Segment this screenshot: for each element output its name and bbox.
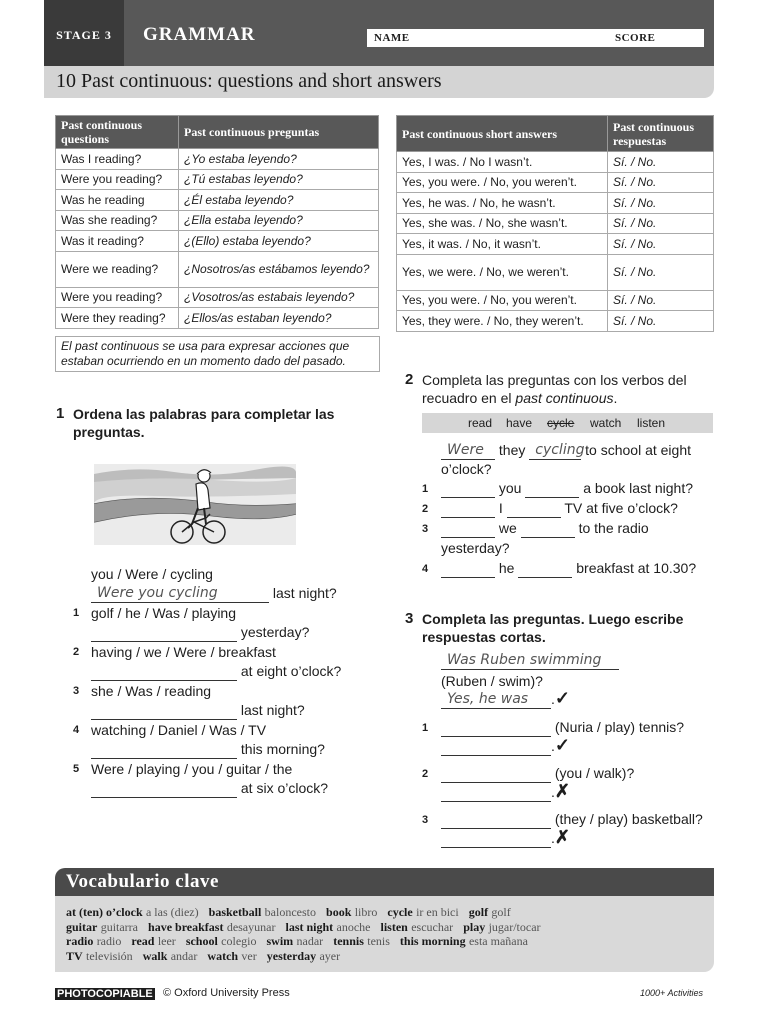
- ex3-example-q-text: Was Ruben swimming: [447, 652, 602, 668]
- vocab-term: last night: [285, 919, 334, 934]
- vocab-translation: ver: [241, 948, 257, 963]
- question-row-col1: Was I reading?: [56, 149, 179, 170]
- exercise-1-number: 1: [56, 405, 65, 422]
- col-header-respuestas: [608, 116, 714, 152]
- ex3-example-a-text: Yes, he was: [447, 691, 529, 707]
- ex3-answer-blank[interactable]: [441, 832, 551, 848]
- ex2-item-end: TV at five o’clock?: [564, 500, 678, 516]
- ex2-example-text-2: to school at eight: [585, 442, 691, 458]
- ex1-example-answer: [91, 587, 269, 603]
- ex1-item-answer-line: [91, 662, 341, 681]
- ex2-instruction-em: past continuous: [515, 390, 614, 406]
- word-listen: listen: [637, 416, 666, 430]
- question-row: [56, 231, 379, 252]
- answer-row-col1: Yes, I was. / No I wasn’t.: [397, 152, 608, 173]
- answer-row-col1: Yes, you were. / No, you weren’t.: [397, 290, 608, 311]
- vocab-term: this morning: [399, 934, 466, 948]
- vocab-term: golf: [468, 905, 489, 919]
- ex2-item-number: 1: [422, 483, 429, 495]
- answers-table: [396, 115, 714, 332]
- ex1-item-end: at eight o’clock?: [240, 663, 342, 679]
- vocab-term: radio: [66, 934, 94, 948]
- ex1-item-end: yesterday?: [240, 624, 310, 640]
- cross-icon: ✗: [554, 827, 570, 847]
- ex2-example-line: [441, 441, 691, 460]
- word-watch: watch: [590, 416, 622, 430]
- ex2-example-answer-1: Were: [447, 442, 484, 458]
- ex2-item-end: to the radio: [578, 520, 649, 536]
- ex1-example-answer-text: Were you cycling: [97, 585, 218, 601]
- ex2-item-line: [441, 519, 649, 538]
- ex2-example-text-1: they: [498, 442, 526, 458]
- ex1-answer-blank[interactable]: [91, 782, 237, 798]
- vocab-translation: esta mañana: [468, 934, 528, 948]
- word-cycle: cycle: [547, 416, 575, 430]
- ex2-item-line: [441, 479, 693, 498]
- word-have: have: [506, 416, 533, 430]
- ex2-item-mid: you: [498, 480, 522, 496]
- ex3-example-question: [441, 651, 619, 670]
- question-row: [56, 169, 379, 190]
- ex2-instruction-b: .: [613, 390, 618, 406]
- ex3-question-blank[interactable]: [441, 721, 551, 737]
- respuestas-header-text: Past continuous respuestas: [613, 119, 695, 148]
- ex2-blank-2[interactable]: [521, 522, 575, 538]
- exercise-3-number: 3: [405, 610, 414, 627]
- ex2-item-line: [441, 499, 678, 518]
- answer-row-col2: Sí. / No.: [608, 172, 714, 193]
- preguntas-header-text: Past continuous preguntas: [184, 125, 320, 139]
- vocab-term: watch: [207, 948, 239, 963]
- cyclist-illustration: [94, 464, 296, 545]
- ex1-item-words: watching / Daniel / Was / TV: [91, 722, 267, 738]
- answer-row: [397, 234, 714, 255]
- page-title: 10 Past continuous: questions and short answers: [56, 70, 442, 92]
- ex3-item-prompt: (Nuria / play) tennis?: [554, 719, 685, 735]
- check-icon: ✓: [554, 735, 570, 755]
- ex3-question-blank[interactable]: [441, 767, 551, 783]
- vocab-translation: colegio: [221, 934, 257, 948]
- ex2-item-end2: yesterday?: [441, 540, 510, 556]
- vocab-translation: televisión: [86, 948, 133, 963]
- usage-note: El past continuous se usa para expresar acciones que estaban ocurriendo en un momento dado del pasado.: [55, 336, 380, 372]
- cross-icon: ✗: [554, 781, 570, 801]
- ex1-item-number: 3: [73, 685, 80, 697]
- question-row-col1: Were we reading?: [56, 251, 179, 287]
- question-row-col1: Were you reading?: [56, 169, 179, 190]
- publisher: © Oxford University Press: [163, 987, 290, 999]
- question-row-col2: ¿Vosotros/as estabais leyendo?: [179, 287, 379, 308]
- ex2-blank-1[interactable]: [441, 522, 495, 538]
- answer-row-col2: Sí. / No.: [608, 311, 714, 332]
- answer-row-col2: Sí. / No.: [608, 152, 714, 173]
- col-header-questions: Past continuous questions: [56, 116, 179, 149]
- vocab-translation: guitarra: [100, 919, 138, 934]
- ex3-item-number: 3: [422, 814, 429, 826]
- vocab-term: play: [463, 919, 486, 934]
- question-row-col1: Were you reading?: [56, 287, 179, 308]
- answer-row-col2: Sí. / No.: [608, 213, 714, 234]
- vocab-term: read: [131, 934, 155, 948]
- question-row-col2: ¿Ella estaba leyendo?: [179, 210, 379, 231]
- vocab-term: yesterday: [266, 948, 317, 963]
- ex1-item-answer-line: [91, 623, 309, 642]
- ex2-blank-1[interactable]: [441, 562, 495, 578]
- question-row-col1: Was it reading?: [56, 231, 179, 252]
- answer-row: [397, 311, 714, 332]
- score-label: SCORE: [615, 32, 656, 44]
- ex1-item-answer-line: [91, 701, 305, 720]
- ex2-item-mid: I: [498, 500, 503, 516]
- name-label: NAME: [374, 32, 410, 44]
- ex1-example-line: [91, 584, 337, 603]
- vocab-translation: a las (diez): [145, 905, 199, 919]
- vocab-term: at (ten) o’clock: [66, 905, 143, 919]
- ex1-item-words: Were / playing / you / guitar / the: [91, 761, 293, 777]
- ex3-item-number: 1: [422, 722, 429, 734]
- answer-row-col1: Yes, it was. / No, it wasn’t.: [397, 234, 608, 255]
- vocab-term: school: [185, 934, 218, 948]
- photocopiable-label: PHOTOCOPIABLE: [57, 988, 153, 1000]
- ex2-item-mid: he: [498, 560, 515, 576]
- answer-row-col1: Yes, they were. / No, they weren’t.: [397, 311, 608, 332]
- ex1-item-words: having / we / Were / breakfast: [91, 644, 276, 660]
- ex1-answer-blank[interactable]: [91, 704, 237, 720]
- ex2-item-end: breakfast at 10.30?: [576, 560, 697, 576]
- vocab-translation: libro: [354, 905, 378, 919]
- ex3-example-prompt: (Ruben / swim)?: [441, 673, 543, 689]
- vocab-term: book: [326, 905, 352, 919]
- ex1-item-number: 1: [73, 607, 80, 619]
- ex3-example-answer-line: Yes, he was .✓: [441, 689, 570, 709]
- ex1-example-end: last night?: [272, 585, 337, 601]
- answer-row-col2: Sí. / No.: [608, 290, 714, 311]
- question-row: [56, 308, 379, 329]
- answer-row: [397, 172, 714, 193]
- vocab-translation: anoche: [336, 919, 371, 934]
- vocab-translation: escuchar: [411, 919, 454, 934]
- ex3-example-a-blank: [441, 693, 551, 709]
- questions-table: [55, 115, 379, 329]
- ex1-item-answer-line: [91, 740, 325, 759]
- check-icon: ✓: [554, 688, 570, 708]
- ex2-blank-2[interactable]: [507, 502, 561, 518]
- vocab-translation: leer: [157, 934, 176, 948]
- vocab-title: Vocabulario clave: [66, 871, 219, 892]
- answer-row-col2: Sí. / No.: [608, 193, 714, 214]
- question-row: [56, 251, 379, 287]
- ex3-item-question: [441, 810, 703, 829]
- vocab-term: have breakfast: [148, 919, 224, 934]
- ex3-item-answer: .✗: [441, 828, 570, 848]
- ex3-item-prompt: (they / play) basketball?: [554, 811, 703, 827]
- ex3-item-answer: .✓: [441, 736, 570, 756]
- vocab-translation: golf: [491, 905, 511, 919]
- question-row-col2: ¿Tú estabas leyendo?: [179, 169, 379, 190]
- ex1-item-number: 4: [73, 724, 80, 736]
- vocab-term: guitar: [66, 919, 98, 934]
- ex2-item-number: 2: [422, 503, 429, 515]
- ex2-blank-1[interactable]: [441, 502, 495, 518]
- verb-word-box: [422, 413, 713, 433]
- ex2-item-number: 3: [422, 523, 429, 535]
- answer-row: [397, 193, 714, 214]
- exercise-1-instruction: Ordena las palabras para completar las preguntas.: [73, 406, 335, 440]
- ex1-item-end: at six o’clock?: [240, 780, 329, 796]
- answer-row-col1: Yes, we were. / No, we weren’t.: [397, 254, 608, 290]
- ex3-item-number: 2: [422, 768, 429, 780]
- col-header-short-answers: Past continuous short answers: [397, 116, 608, 152]
- ex2-blank-2[interactable]: [518, 562, 572, 578]
- ex2-item-number: 4: [422, 563, 429, 575]
- vocab-term: tennis: [333, 934, 364, 948]
- vocab-row: [66, 934, 538, 949]
- vocab-row: [66, 905, 521, 920]
- vocab-row: [66, 949, 350, 964]
- question-row-col2: ¿Nosotros/as estábamos leyendo?: [179, 251, 379, 287]
- word-read: read: [468, 416, 493, 430]
- stage-label: STAGE 3: [44, 0, 124, 66]
- vocab-translation: tenis: [367, 934, 390, 948]
- question-row-col1: Was she reading?: [56, 210, 179, 231]
- ex3-question-blank[interactable]: [441, 813, 551, 829]
- ex2-instruction-a: Completa las preguntas con los verbos del recuadro en el: [422, 372, 687, 406]
- ex2-example-blank-2: [529, 442, 585, 460]
- question-row: [56, 287, 379, 308]
- ex3-answer-blank[interactable]: [441, 786, 551, 802]
- vocab-translation: desayunar: [226, 919, 276, 934]
- question-row-col2: ¿(Ello) estaba leyendo?: [179, 231, 379, 252]
- ex2-blank-2[interactable]: [525, 482, 579, 498]
- ex3-item-answer: .✗: [441, 782, 570, 802]
- answer-row-col2: Sí. / No.: [608, 234, 714, 255]
- ex3-item-prompt: (you / walk)?: [554, 765, 635, 781]
- vocab-translation: ayer: [319, 948, 341, 963]
- ex2-blank-1[interactable]: [441, 482, 495, 498]
- ex1-answer-blank[interactable]: [91, 665, 237, 681]
- question-row-col2: ¿Ellos/as estaban leyendo?: [179, 308, 379, 329]
- ex2-example-text-3: o’clock?: [441, 461, 492, 477]
- ex1-item-words: she / Was / reading: [91, 683, 212, 699]
- answer-row-col1: Yes, he was. / No, he wasn’t.: [397, 193, 608, 214]
- ex1-item-end: this morning?: [240, 741, 325, 757]
- answer-row: [397, 290, 714, 311]
- question-row-col1: Were they reading?: [56, 308, 179, 329]
- ex2-item-end: a book last night?: [583, 480, 693, 496]
- section-label: GRAMMAR: [143, 24, 256, 45]
- vocab-term: listen: [380, 919, 408, 934]
- vocab-term: swim: [266, 934, 294, 948]
- vocab-translation: jugar/tocar: [488, 919, 541, 934]
- exercise-2-number: 2: [405, 371, 414, 388]
- ex1-item-end: last night?: [240, 702, 305, 718]
- vocab-translation: andar: [170, 948, 198, 963]
- ex1-item-words: golf / he / Was / playing: [91, 605, 236, 621]
- answer-row: [397, 152, 714, 173]
- question-row: [56, 210, 379, 231]
- vocab-term: TV: [66, 948, 83, 963]
- answer-row-col1: Yes, you were. / No, you weren’t.: [397, 172, 608, 193]
- vocab-translation: ir en bici: [416, 905, 459, 919]
- ex1-answer-blank[interactable]: [91, 743, 237, 759]
- question-row-col2: ¿Él estaba leyendo?: [179, 190, 379, 211]
- vocab-translation: nadar: [296, 934, 324, 948]
- ex3-example-q-blank: [441, 654, 619, 670]
- vocab-term: cycle: [387, 905, 413, 919]
- ex3-item-question: [441, 764, 634, 783]
- ex1-item-number: 5: [73, 763, 80, 775]
- question-row: [56, 190, 379, 211]
- answer-row-col1: Yes, she was. / No, she wasn’t.: [397, 213, 608, 234]
- col-header-preguntas: [179, 116, 379, 149]
- vocab-term: basketball: [208, 905, 262, 919]
- ex2-example-answer-2: cycling: [535, 442, 585, 458]
- ex1-answer-blank[interactable]: [91, 626, 237, 642]
- answer-row: [397, 213, 714, 234]
- vocab-row: [66, 920, 551, 935]
- question-row-col2: ¿Yo estaba leyendo?: [179, 149, 379, 170]
- vocab-term: walk: [142, 948, 168, 963]
- ex3-answer-blank[interactable]: [441, 740, 551, 756]
- name-score-box: [367, 29, 704, 47]
- answer-row: [397, 254, 714, 290]
- answer-row-col2: Sí. / No.: [608, 254, 714, 290]
- question-row-col1: Was he reading: [56, 190, 179, 211]
- exercise-3-instruction: Completa las preguntas. Luego escribe respuestas cortas.: [422, 611, 684, 645]
- vocab-translation: baloncesto: [264, 905, 316, 919]
- ex2-item-mid: we: [498, 520, 517, 536]
- vocab-translation: radio: [96, 934, 122, 948]
- ex1-item-number: 2: [73, 646, 80, 658]
- question-row: [56, 149, 379, 170]
- series-label: 1000+ Activities: [640, 988, 703, 998]
- ex2-item-line: [441, 559, 696, 578]
- ex1-example-words: you / Were / cycling: [91, 566, 213, 582]
- exercise-2-instruction: [422, 371, 717, 407]
- ex2-example-blank-1: [441, 444, 495, 460]
- ex1-item-answer-line: [91, 779, 328, 798]
